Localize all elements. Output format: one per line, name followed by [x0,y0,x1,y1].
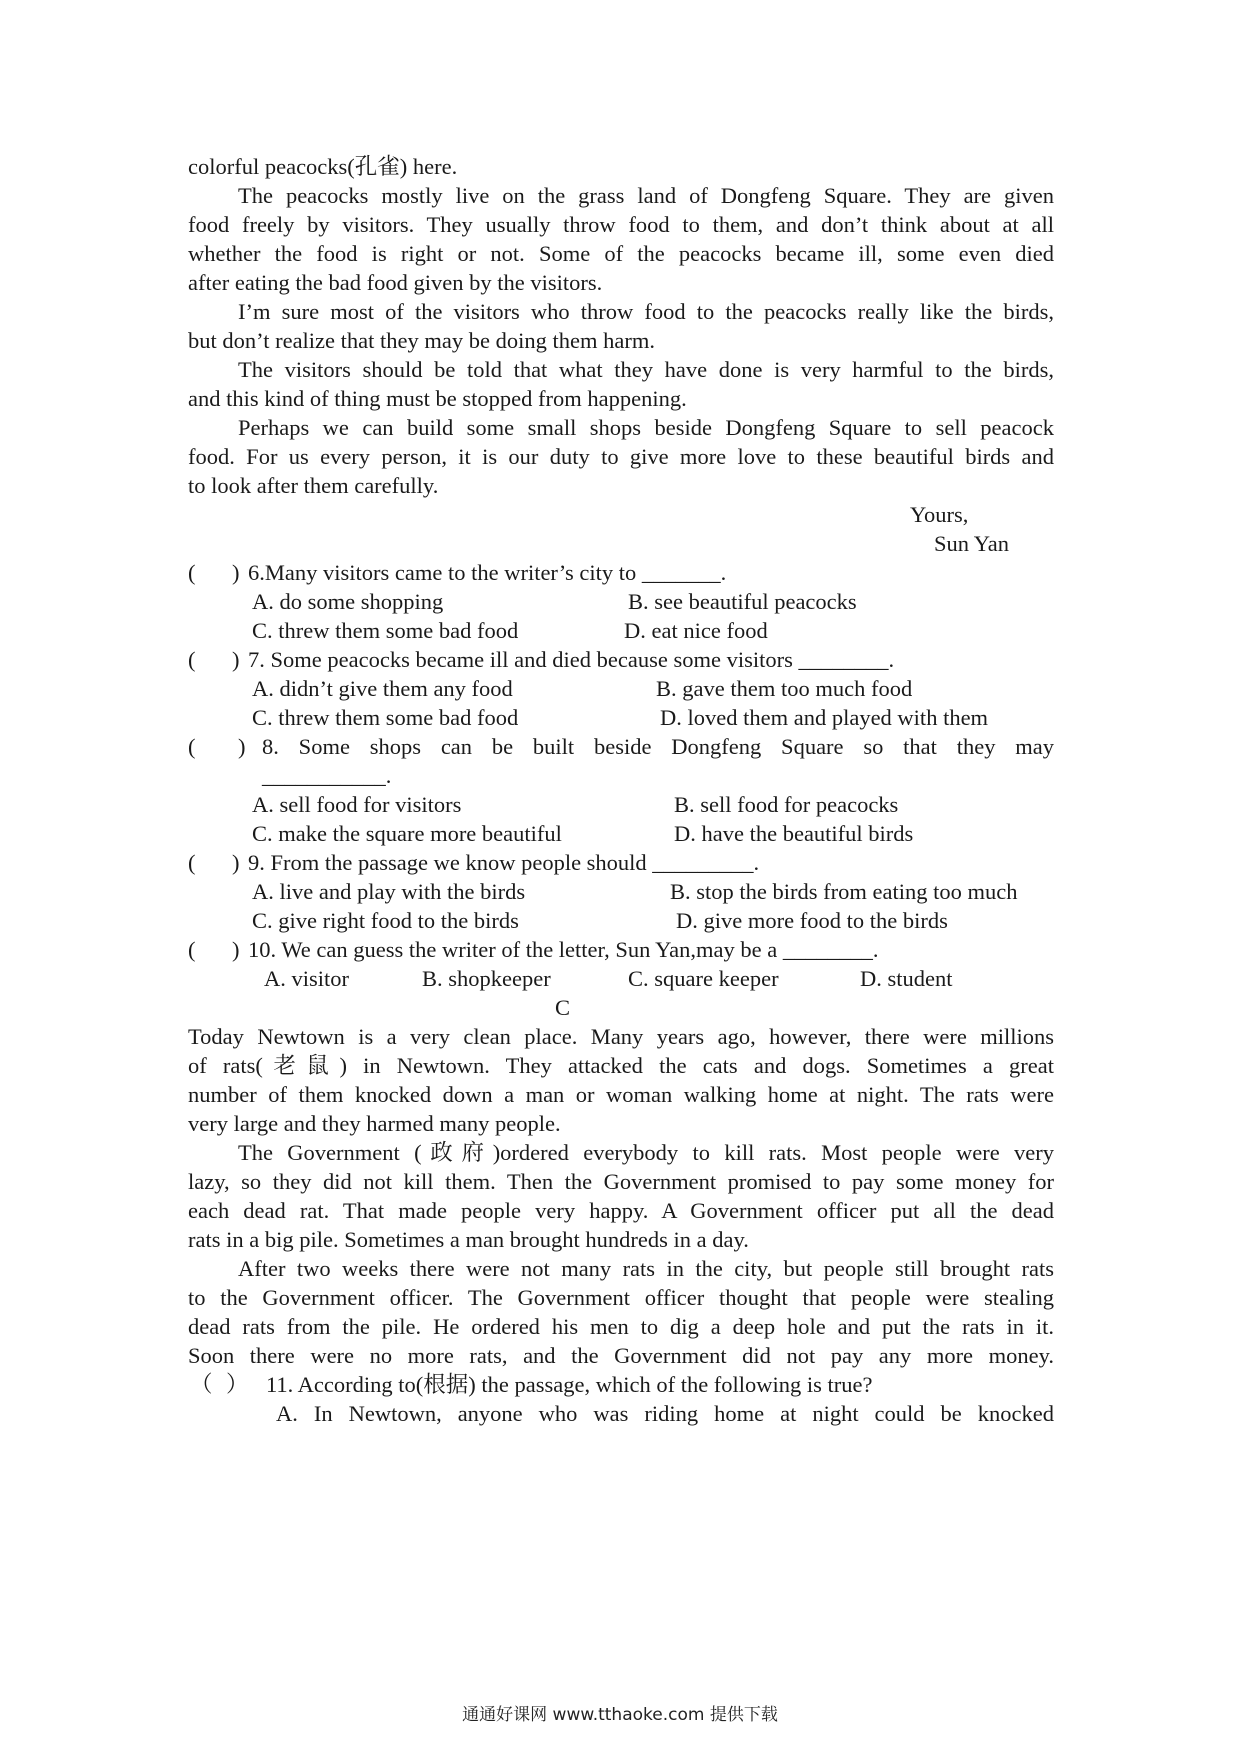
answer-paren-close: ) [232,937,240,962]
option-c: C. square keeper [628,966,779,991]
option-d: D. loved them and played with them [660,705,989,730]
passage-line: dead rats from the pile. He ordered his men to dig a deep hole and put the rats in it. [188,1314,1054,1339]
passage-line: each dead rat. That made people very happy. A Government officer put all the dead [188,1198,1054,1223]
passage-line: to the Government officer. The Government officer thought that people were stealing [188,1285,1054,1310]
option-a: A. didn’t give them any food [252,676,513,701]
letter-closing: Yours, [910,502,969,527]
option-a: A. In Newtown, anyone who was riding home at night could be knocked [276,1401,1054,1426]
question-stem: 9. From the passage we know people should _________. [248,850,760,875]
option-a: A. visitor [264,966,350,991]
passage-line: Perhaps we can build some small shops beside Dongfeng Square to sell peacock [238,415,1054,440]
passage-line: to look after them carefully. [188,473,439,498]
passage-line: The peacocks mostly live on the grass land of Dongfeng Square. They are given [238,183,1054,208]
answer-paren-open: ( [188,734,196,759]
answer-paren-open: （ [190,1372,213,1397]
passage-line: After two weeks there were not many rats in the city, but people still brought rats [238,1256,1054,1281]
passage-line: but don’t realize that they may be doing them harm. [188,328,655,353]
option-b: B. sell food for peacocks [674,792,899,817]
option-a: A. live and play with the birds [252,879,526,904]
passage-line: The visitors should be told that what they have done is very harmful to the birds, [238,357,1054,382]
question-stem: 11. According to(根据) the passage, which of the following is true? [266,1372,873,1397]
answer-paren-close: ) [232,850,240,875]
question-blank: ___________. [262,763,392,788]
option-d: D. student [860,966,953,991]
passage-line: after eating the bad food given by the visitors. [188,270,603,295]
option-c: C. make the square more beautiful [252,821,562,846]
passage-line: and this kind of thing must be stopped from happening. [188,386,687,411]
passage-line: Soon there were no more rats, and the Government did not pay any more money. [188,1343,1054,1368]
passage-line: colorful peacocks(孔雀) here. [188,154,458,179]
option-a: A. sell food for visitors [252,792,462,817]
option-d: D. give more food to the birds [676,908,948,933]
option-b: B. gave them too much food [656,676,913,701]
section-heading: C [555,995,571,1020]
passage-line: whether the food is right or not. Some of the peacocks became ill, some even died [188,241,1054,266]
answer-paren-open: ( [188,850,196,875]
passage-line: of rats(老鼠) in Newtown. They attacked the cats and dogs. Sometimes a great [188,1053,1054,1078]
option-c: C. threw them some bad food [252,618,519,643]
answer-paren-close: ） [226,1372,249,1397]
answer-paren-close: ) [232,647,240,672]
answer-paren-close: ) [232,560,240,585]
option-a: A. do some shopping [252,589,444,614]
answer-paren-close: ) [238,734,246,759]
option-d: D. eat nice food [624,618,768,643]
letter-signature: Sun Yan [934,531,1010,556]
page-footer: 通通好课网 www.tthaoke.com 提供下载 [462,1705,778,1725]
passage-line: number of them knocked down a man or woman walking home at night. The rats were [188,1082,1054,1107]
passage-line: The Government (政府)ordered everybody to kill rats. Most people were very [238,1140,1054,1165]
passage-line: food freely by visitors. They usually throw food to them, and don’t think about at all [188,212,1054,237]
option-c: C. give right food to the birds [252,908,519,933]
passage-line: rats in a big pile. Sometimes a man brought hundreds in a day. [188,1227,749,1252]
question-stem: 7. Some peacocks became ill and died because some visitors ________. [248,647,895,672]
passage-line: food. For us every person, it is our duty to give more love to these beautiful birds and [188,444,1054,469]
option-b: B. see beautiful peacocks [628,589,857,614]
option-c: C. threw them some bad food [252,705,519,730]
question-stem: 6.Many visitors came to the writer’s city to _______. [248,560,727,585]
option-b: B. shopkeeper [422,966,551,991]
answer-paren-open: ( [188,647,196,672]
passage-line: I’m sure most of the visitors who throw food to the peacocks really like the birds, [238,299,1054,324]
option-d: D. have the beautiful birds [674,821,914,846]
passage-line: very large and they harmed many people. [188,1111,561,1136]
question-stem: 10. We can guess the writer of the letter, Sun Yan,may be a ________. [248,937,879,962]
answer-paren-open: ( [188,937,196,962]
passage-line: lazy, so they did not kill them. Then the Government promised to pay some money for [188,1169,1054,1194]
option-b: B. stop the birds from eating too much [670,879,1018,904]
passage-line: Today Newtown is a very clean place. Many years ago, however, there were millions [188,1024,1054,1049]
answer-paren-open: ( [188,560,196,585]
question-stem: 8. Some shops can be built beside Dongfeng Square so that they may [262,734,1054,759]
